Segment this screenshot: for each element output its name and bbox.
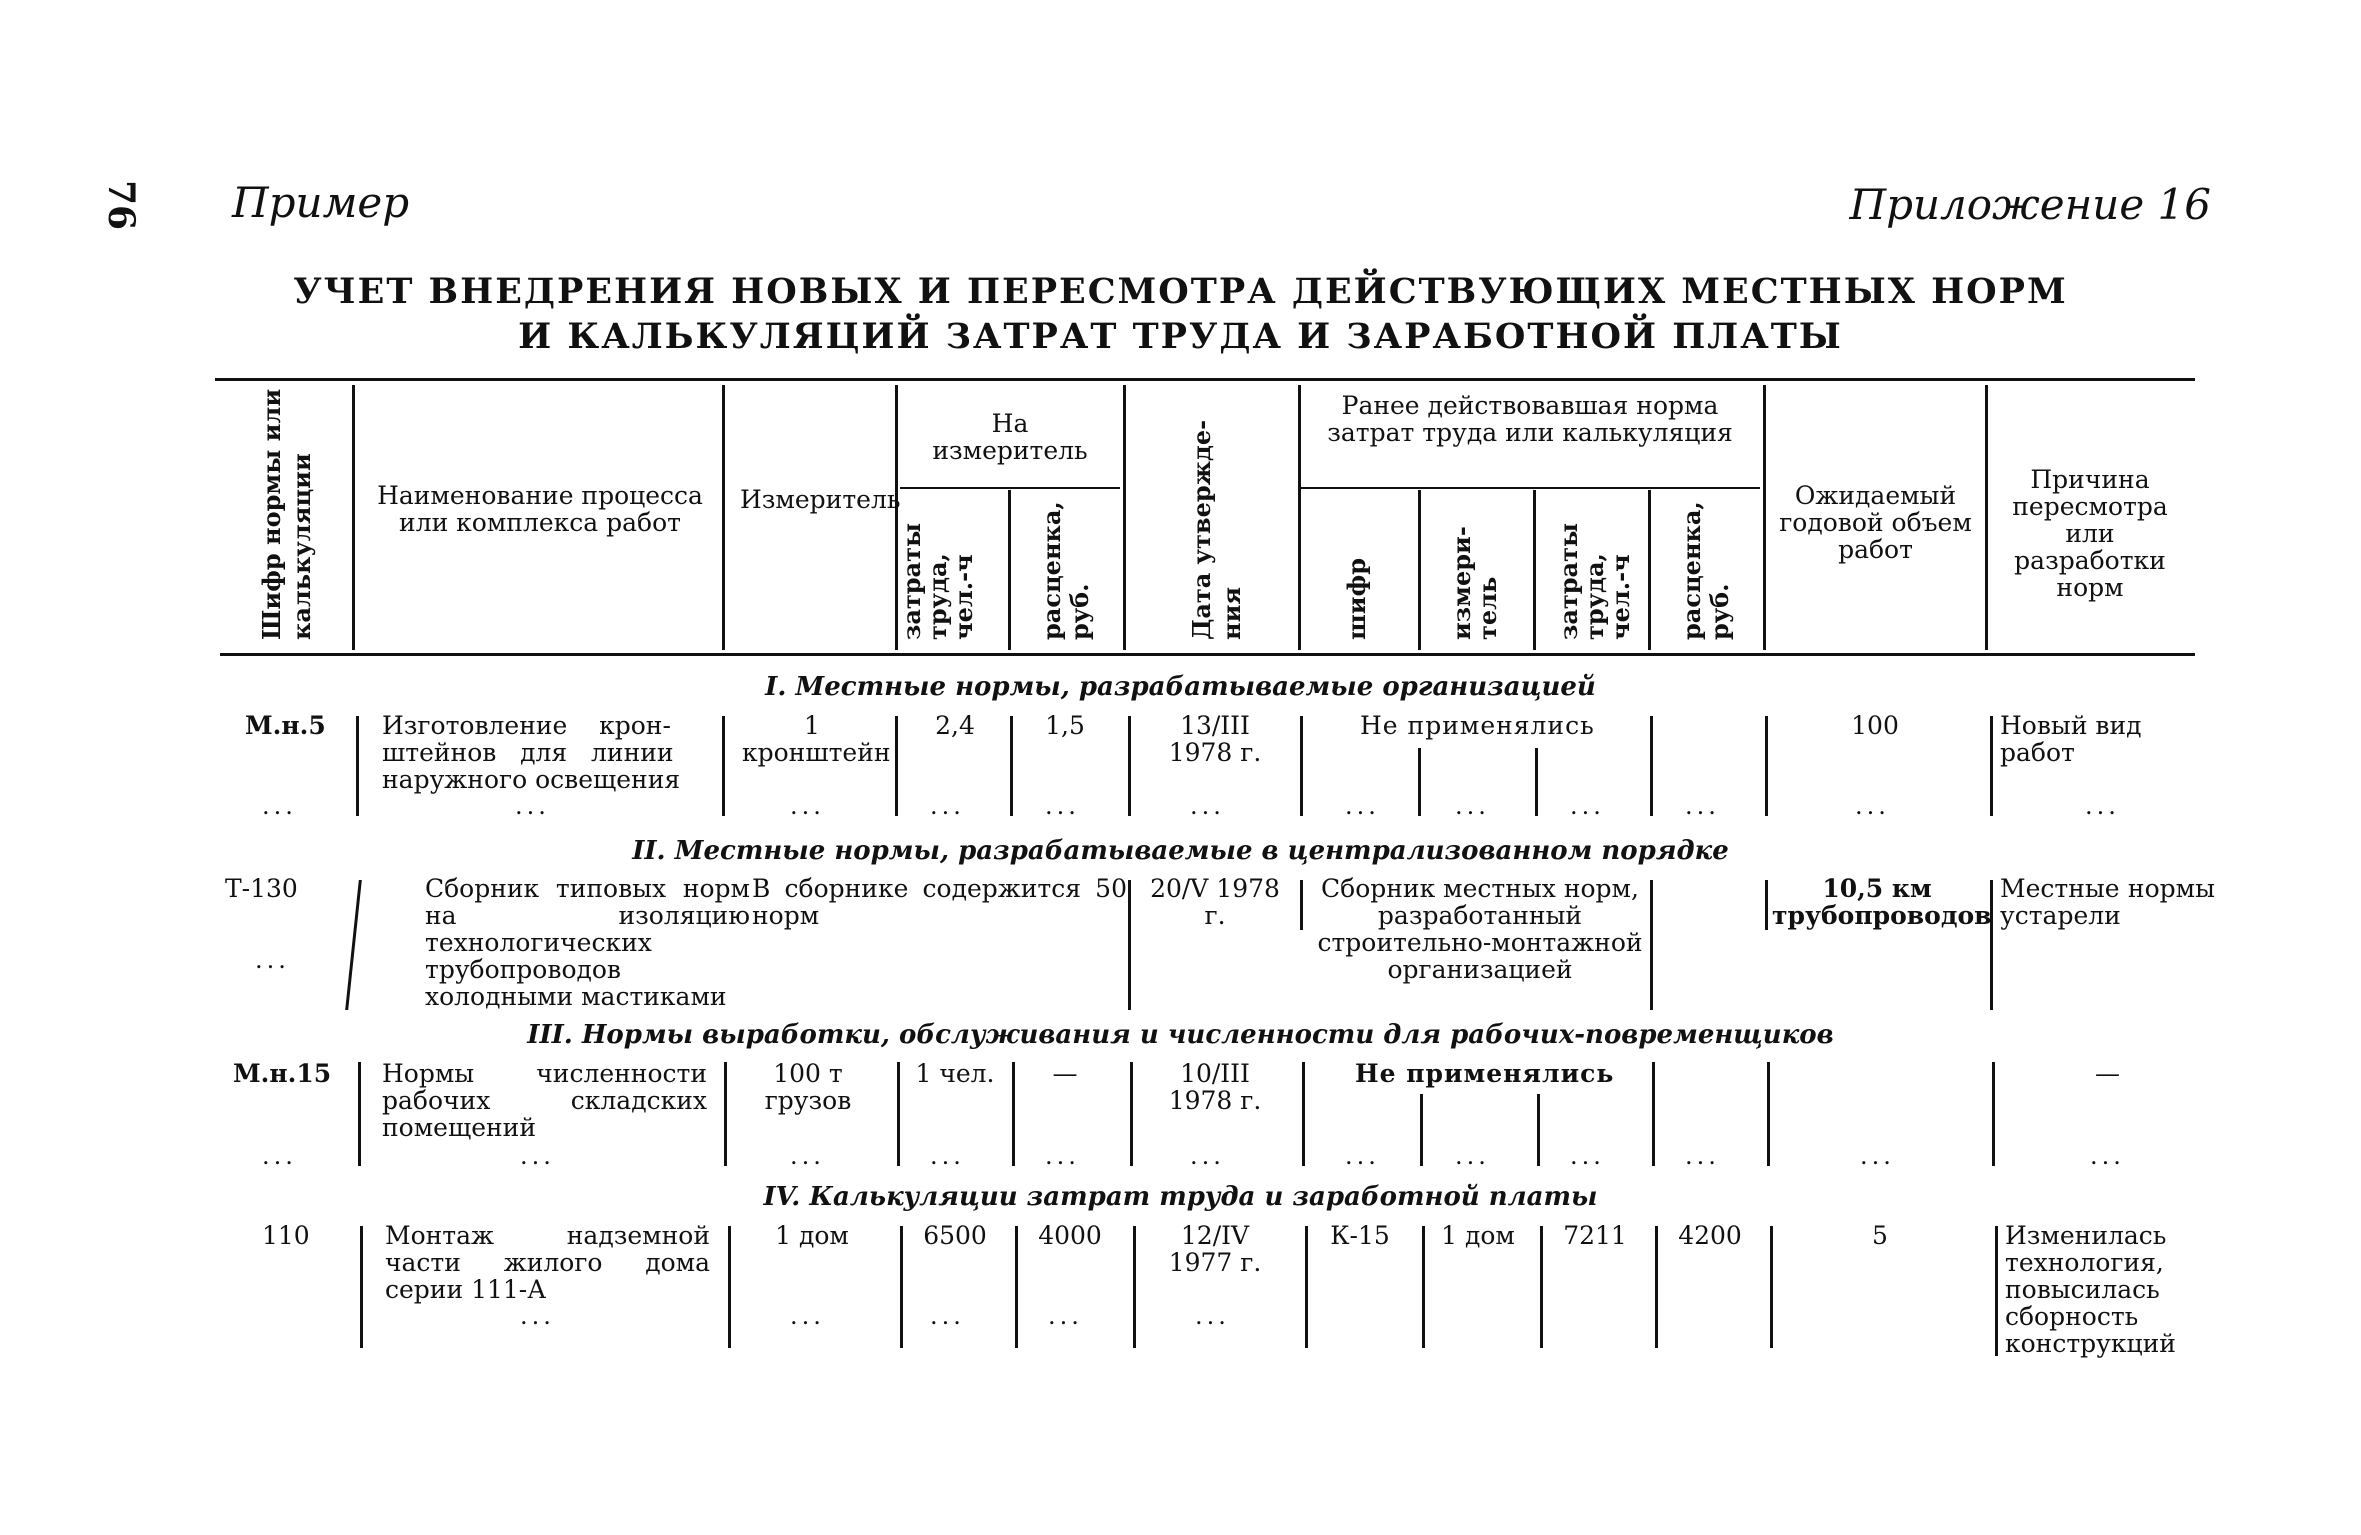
row4-prev-labor: 7211 [1563, 1221, 1627, 1250]
row-divider [728, 1226, 731, 1348]
row3-previous: Не применялись [1355, 1059, 1615, 1088]
prev-norm-subrule [1300, 487, 1760, 489]
hdr-divider [1008, 490, 1011, 650]
row2-code: Т-130 [225, 874, 298, 903]
row-divider [897, 1062, 900, 1166]
header-date-line2: ния [1217, 586, 1246, 640]
ellipsis: ... [930, 792, 965, 820]
row-divider [895, 716, 898, 816]
hdr-divider [1123, 385, 1126, 650]
header-prev-code: шифр [1342, 557, 1371, 640]
row-divider [1765, 880, 1768, 930]
row-divider [1305, 1226, 1308, 1348]
ellipsis: ... [1190, 792, 1225, 820]
header-labor-line3: чел.-ч [949, 554, 978, 640]
row-divider [1010, 716, 1013, 816]
row-divider [1540, 1226, 1543, 1348]
row-divider [1420, 1094, 1423, 1166]
hdr-divider [1648, 490, 1651, 650]
hdr-divider [1533, 490, 1536, 650]
header-meter: Измеритель [740, 485, 901, 514]
row1-reason: Новый вид работ [2000, 711, 2142, 767]
row2-volume: 10,5 км трубопроводов [1772, 874, 1992, 930]
header-labor-line2: труда, [923, 553, 952, 640]
ellipsis: ... [520, 1302, 555, 1330]
table-header-bottom-rule [220, 653, 2195, 656]
ellipsis: ... [1048, 1302, 1083, 1330]
header-expected-volume: Ожидаемый годовой объем работ [1779, 481, 1972, 564]
row4-code: 110 [262, 1221, 310, 1250]
ellipsis: ... [1455, 1142, 1490, 1170]
row-divider [1418, 748, 1421, 816]
ellipsis: ... [515, 792, 550, 820]
header-code-line1: Шифр нормы или [257, 388, 286, 640]
ellipsis: ... [2090, 1142, 2125, 1170]
row-divider [1133, 1226, 1136, 1348]
ellipsis: ... [930, 1302, 965, 1330]
row-divider [360, 1226, 363, 1348]
ellipsis: ... [930, 1142, 965, 1170]
ellipsis: ... [520, 1142, 555, 1170]
header-prev-labor-line2: труда, [1580, 553, 1609, 640]
row4-date: 12/IV 1977 г. [1168, 1221, 1262, 1277]
row-divider [356, 716, 359, 816]
row-divider [722, 716, 725, 816]
row2-reason: Местные нормы устарели [2000, 874, 2215, 930]
row4-rate: 4000 [1038, 1221, 1102, 1250]
ellipsis: ... [790, 1142, 825, 1170]
row-divider [1765, 716, 1768, 816]
row1-name-line3: наружного освещения [382, 765, 681, 794]
row3-meter: 100 т грузов [764, 1059, 852, 1115]
header-prev-meter-line1: измери- [1447, 526, 1476, 640]
row4-prev-meter: 1 дом [1441, 1221, 1515, 1250]
row3-date: 10/III 1978 г. [1168, 1059, 1262, 1115]
ellipsis: ... [262, 1142, 297, 1170]
ellipsis: ... [1855, 792, 1890, 820]
left-heading: Пример [232, 178, 410, 227]
ellipsis: ... [262, 792, 297, 820]
page-number: 76 [100, 180, 142, 231]
row-divider [1655, 1226, 1658, 1348]
row-divider [1535, 748, 1538, 816]
header-rate-line1: расценка, [1037, 501, 1066, 640]
header-prev-rate-line2: руб. [1705, 583, 1734, 640]
header-prev-rate-line1: расценка, [1677, 501, 1706, 640]
section-title-1: I. Местные нормы, разрабатываемые организацией [765, 672, 1596, 702]
header-per-meter: На измеритель [932, 409, 1088, 465]
header-code-line2: калькуляции [287, 453, 316, 640]
ellipsis: ... [1685, 792, 1720, 820]
table-top-rule [215, 378, 2195, 381]
row-divider [900, 1226, 903, 1348]
row4-prev-code: К-15 [1330, 1221, 1390, 1250]
row4-reason: Изменилась технология, повысилась сборность конструкций [2005, 1221, 2176, 1358]
row-divider [1650, 880, 1653, 1010]
section-title-2: II. Местные нормы, разрабатываемые в централизованном порядке [632, 836, 1729, 866]
row3-rate: — [1052, 1059, 1078, 1088]
row3-name: Нормы численности рабочих складских помещений [382, 1059, 707, 1142]
row-divider [1130, 1062, 1133, 1166]
section-title-3: III. Нормы выработки, обслуживания и численности для рабочих-повременщиков [527, 1020, 1834, 1050]
row3-labor: 1 чел. [915, 1059, 995, 1088]
row-divider [1537, 1094, 1540, 1166]
row-divider [1300, 716, 1303, 816]
header-reason: Причина пересмотра или разработки норм [2012, 465, 2168, 602]
hdr-divider [1985, 385, 1988, 650]
row-divider [1992, 1062, 1995, 1166]
header-prev-meter-line2: тель [1473, 576, 1502, 640]
row-divider [1652, 1062, 1655, 1166]
row-divider [1015, 1226, 1018, 1348]
row-divider [1302, 1062, 1305, 1166]
row2-name: Сборник типовых норм на изоляцию технологических трубопроводов холодными мастиками [425, 874, 750, 1011]
row-divider [358, 1062, 361, 1166]
row4-labor: 6500 [923, 1221, 987, 1250]
section-title-4: IV. Калькуляции затрат труда и заработной платы [763, 1182, 1598, 1212]
row-divider [345, 880, 362, 1010]
header-previous-norm: Ранее действовавшая норма затрат труда или калькуляция [1327, 391, 1733, 447]
ellipsis: ... [1045, 792, 1080, 820]
ellipsis: ... [1045, 1142, 1080, 1170]
row-divider [1650, 716, 1653, 816]
row1-previous: Не применялись [1360, 711, 1595, 740]
ellipsis: ... [790, 792, 825, 820]
row-divider [1767, 1062, 1770, 1166]
row-divider [724, 1062, 727, 1166]
row4-meter: 1 дом [775, 1221, 849, 1250]
row-divider [1422, 1226, 1425, 1348]
row4-prev-rate: 4200 [1678, 1221, 1742, 1250]
hdr-divider [722, 385, 725, 650]
header-prev-labor-line3: чел.-ч [1606, 554, 1635, 640]
row-divider [1995, 1226, 1998, 1356]
row-divider [1012, 1062, 1015, 1166]
row1-code: М.н.5 [245, 711, 326, 740]
ellipsis: ... [1190, 1142, 1225, 1170]
header-labor-line1: затраты [897, 523, 926, 640]
ellipsis: ... [1345, 792, 1380, 820]
header-rate-line2: руб. [1065, 583, 1094, 640]
document-title-line-1: УЧЕТ ВНЕДРЕНИЯ НОВЫХ И ПЕРЕСМОТРА ДЕЙСТВУЮЩИХ МЕСТНЫХ НОРМ [293, 271, 2068, 312]
ellipsis: ... [790, 1302, 825, 1330]
row2-date: 20/V 1978 г. [1150, 874, 1280, 930]
hdr-divider [1418, 490, 1421, 650]
row-divider [1300, 880, 1303, 930]
header-process-name: Наименование процесса или комплекса работ [377, 481, 703, 537]
ellipsis: ... [1345, 1142, 1380, 1170]
row-divider [1128, 880, 1131, 1010]
row4-volume: 5 [1872, 1221, 1888, 1250]
right-heading: Приложение 16 [1849, 180, 2211, 229]
row4-name: Монтаж надземной части жилого дома серии 111-А [385, 1221, 710, 1304]
header-prev-labor-line1: затраты [1554, 523, 1583, 640]
hdr-divider [1763, 385, 1766, 650]
row1-volume: 100 [1851, 711, 1899, 740]
row1-rate: 1,5 [1045, 711, 1085, 740]
row3-reason: — [2095, 1059, 2120, 1088]
row-divider [1128, 716, 1131, 816]
ellipsis: ... [1685, 1142, 1720, 1170]
row-divider [1990, 716, 1993, 816]
row2-content: В сборнике содержится 50 норм [752, 874, 1127, 930]
ellipsis: ... [1570, 792, 1605, 820]
row-divider [1770, 1226, 1773, 1348]
ellipsis: ... [255, 946, 290, 974]
header-date-line1: Дата утвержде- [1187, 419, 1216, 640]
row1-name-line2: штейнов для линии [382, 738, 674, 767]
ellipsis: ... [1455, 792, 1490, 820]
ellipsis: ... [1195, 1302, 1230, 1330]
ellipsis: ... [1860, 1142, 1895, 1170]
row3-code: М.н.15 [233, 1059, 332, 1088]
row1-meter: 1 кронштейн [742, 711, 891, 767]
per-meter-subrule [900, 487, 1120, 489]
row1-date: 13/III 1978 г. [1168, 711, 1262, 767]
row-divider [1990, 880, 1993, 1010]
row1-name-line1: Изготовление крон- [382, 711, 671, 740]
ellipsis: ... [2085, 792, 2120, 820]
document-title-line-2: И КАЛЬКУЛЯЦИЙ ЗАТРАТ ТРУДА И ЗАРАБОТНОЙ ПЛАТЫ [518, 316, 1843, 357]
row2-previous: Сборник местных норм, разработанный строительно-монтажной организацией [1317, 874, 1643, 984]
row1-labor: 2,4 [935, 711, 975, 740]
ellipsis: ... [1570, 1142, 1605, 1170]
hdr-divider [352, 385, 355, 650]
